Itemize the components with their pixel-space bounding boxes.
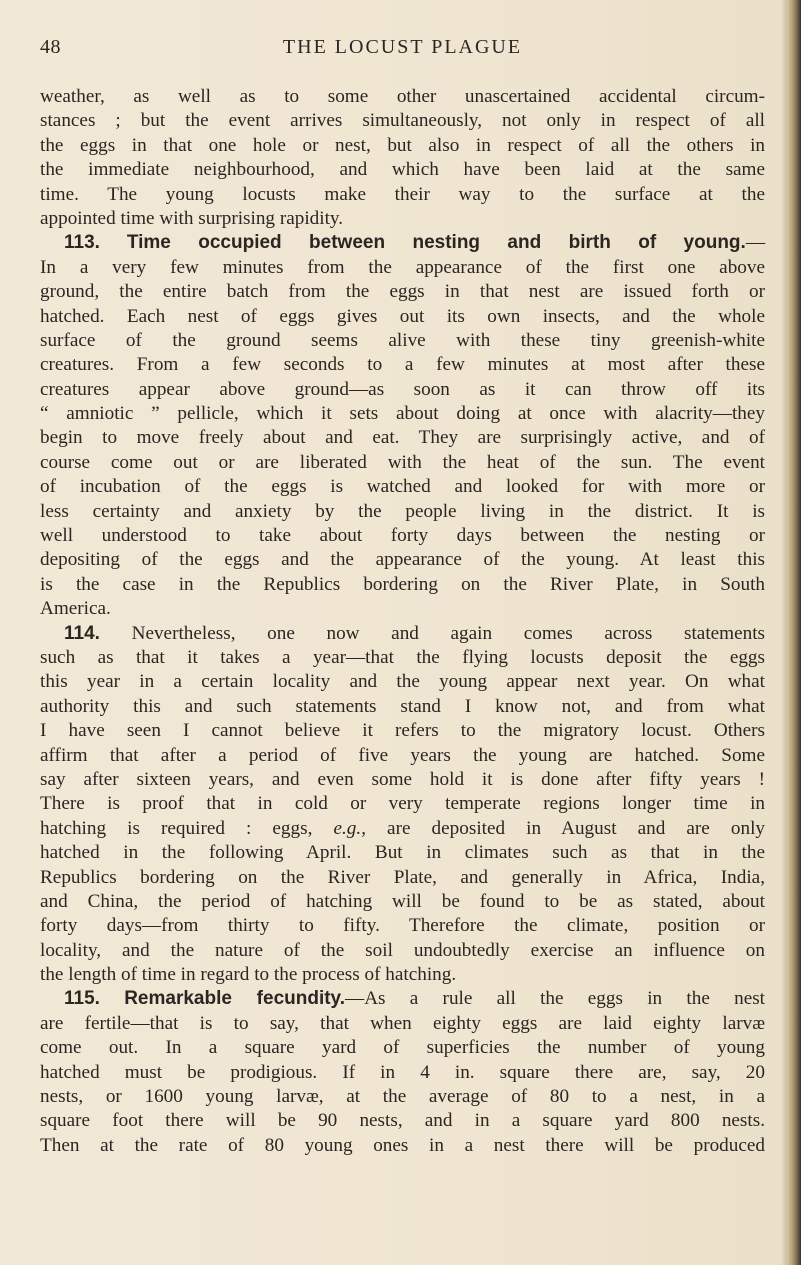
text-line: the eggs in that one hole or nest, but also in respect of all the others in bbox=[40, 134, 765, 156]
running-head bbox=[40, 36, 765, 64]
text-line: creatures appear above ground—as soon as it can throw off its bbox=[40, 378, 765, 400]
text-line: square foot there will be 90 nests, and in a square yard 800 nests. bbox=[40, 1110, 765, 1132]
section-text: —As a rule all the eggs in the nest bbox=[345, 988, 766, 1010]
section-heading: Time occupied between nesting and birth of young. bbox=[126, 232, 746, 254]
body-text bbox=[40, 85, 765, 1158]
text-line: I have seen I cannot believe it refers to the migratory locust. Others bbox=[40, 720, 765, 742]
text-line: is the case in the Republics bordering on the River Plate, in South bbox=[40, 573, 765, 595]
text-line: In a very few minutes from the appearance of the first one above bbox=[40, 256, 765, 278]
section-text: Nevertheless, one now and again comes across statements bbox=[131, 622, 766, 644]
text-line: this year in a certain locality and the young appear next year. On what bbox=[40, 671, 765, 693]
text-line: weather, as well as to some other unascertained accidental circum- bbox=[40, 86, 765, 107]
text-line: such as that it takes a year—that the flying locusts deposit the eggs bbox=[40, 646, 765, 668]
page-binding-edge bbox=[787, 0, 801, 1265]
text-line: stances ; but the event arrives simultaneously, not only in respect of all bbox=[40, 110, 765, 132]
text-line: Then at the rate of 80 young ones in a nest there will be produced bbox=[40, 1134, 765, 1156]
section-number: 114. bbox=[64, 622, 100, 644]
section-115-heading bbox=[40, 987, 765, 1011]
text-line: come out. In a square yard of superficies the number of young bbox=[40, 1037, 765, 1059]
text-line: are fertile—that is to say, that when eighty eggs are laid eighty larvæ bbox=[40, 1012, 765, 1034]
section-number: 113. bbox=[64, 232, 100, 254]
text-line: affirm that after a period of five years the young are hatched. Some bbox=[40, 744, 765, 766]
text-segment: , are deposited in August and are only bbox=[361, 817, 766, 839]
text-line: say after sixteen years, and even some hold it is done after fifty years ! bbox=[40, 768, 765, 790]
text-line: the length of time in regard to the process of hatching. bbox=[40, 964, 457, 986]
text-line: There is proof that in cold or very temperate regions longer time in bbox=[40, 793, 765, 815]
section-dash: — bbox=[745, 232, 765, 254]
text-line: surface of the ground seems alive with these tiny greenish-white bbox=[40, 329, 765, 351]
text-line: forty days—from thirty to fifty. Therefore the climate, position or bbox=[40, 915, 765, 937]
text-line bbox=[40, 817, 765, 841]
text-line: course come out or are liberated with the heat of the sun. The event bbox=[40, 451, 765, 473]
section-number: 115. bbox=[64, 988, 100, 1010]
text-segment: hatching is required : eggs, bbox=[40, 817, 334, 839]
text-line: appointed time with surprising rapidity. bbox=[40, 207, 344, 229]
text-line: nests, or 1600 young larvæ, at the average of 80 to a nest, in a bbox=[40, 1086, 765, 1108]
page-number: 48 bbox=[40, 36, 61, 58]
text-line: and China, the period of hatching will be found to be as stated, about bbox=[40, 890, 765, 912]
text-line: ground, the entire batch from the eggs in that nest are issued forth or bbox=[40, 281, 765, 303]
text-line: the immediate neighbourhood, and which have been laid at the same bbox=[40, 159, 765, 181]
text-line: authority this and such statements stand I know not, and from what bbox=[40, 695, 765, 717]
text-line: hatched in the following April. But in climates such as that in the bbox=[40, 842, 765, 864]
text-line: begin to move freely about and eat. They are surprisingly active, and of bbox=[40, 427, 765, 449]
text-line: well understood to take about forty days between the nesting or bbox=[40, 525, 765, 547]
text-line: less certainty and anxiety by the people living in the district. It is bbox=[40, 500, 765, 522]
text-line: creatures. From a few seconds to a few minutes at most after these bbox=[40, 354, 765, 376]
text-line: depositing of the eggs and the appearance of the young. At least this bbox=[40, 549, 765, 571]
text-line: hatched must be prodigious. If in 4 in. square there are, say, 20 bbox=[40, 1061, 765, 1083]
text-line: of incubation of the eggs is watched and looked for with more or bbox=[40, 476, 765, 498]
text-line: time. The young locusts make their way to the surface at the bbox=[40, 183, 765, 205]
section-114-heading bbox=[40, 622, 765, 646]
text-line: “ amniotic ” pellicle, which it sets about doing at once with alacrity—they bbox=[40, 403, 765, 425]
section-heading: Remarkable fecundity. bbox=[124, 988, 345, 1010]
section-113-heading bbox=[40, 231, 765, 255]
text-line: Republics bordering on the River Plate, and generally in Africa, India, bbox=[40, 866, 765, 888]
italic-text: e.g. bbox=[333, 817, 362, 839]
text-line: America. bbox=[40, 598, 111, 620]
page-title: THE LOCUST PLAGUE bbox=[282, 36, 523, 58]
text-line: locality, and the nature of the soil undoubtedly exercise an influence on bbox=[40, 939, 765, 961]
text-line: hatched. Each nest of eggs gives out its own insects, and the whole bbox=[40, 305, 765, 327]
